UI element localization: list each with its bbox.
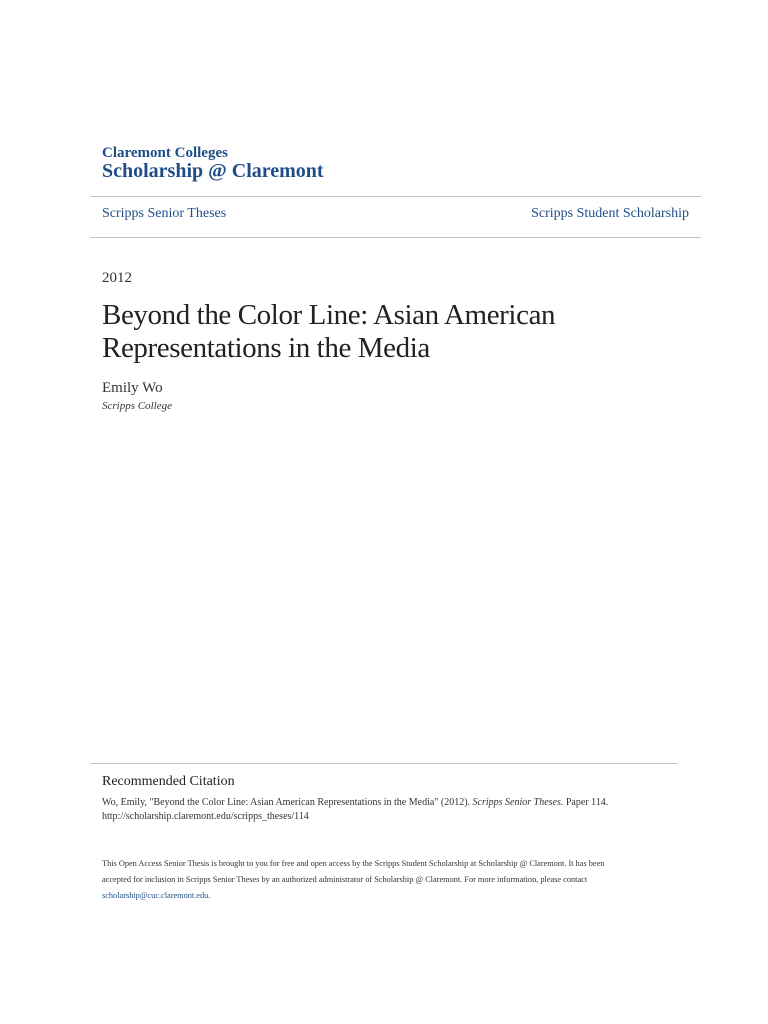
citation-series: Scripps Senior Theses.: [472, 797, 564, 808]
org-subtitle: Claremont Colleges: [102, 145, 228, 161]
series-link-scripps-student-scholarship[interactable]: Scripps Student Scholarship: [531, 206, 689, 221]
paper-title: [102, 299, 662, 365]
publication-year: 2012: [102, 270, 132, 286]
access-notice: [102, 856, 692, 904]
author-affiliation: Scripps College: [102, 400, 172, 412]
notice-trailing-period: .: [208, 891, 211, 900]
notice-line-1: This Open Access Senior Thesis is brought to you for free and open access by the Scripps Student Scholarship at Scholarship @ Claremont. It has been: [102, 859, 605, 868]
citation-divider: [90, 763, 678, 764]
citation-text-part-1: Wo, Emily, "Beyond the Color Line: Asian American Representations in the Media" (2012).: [102, 797, 473, 808]
top-divider: [90, 196, 701, 197]
citation-url: http://scholarship.claremont.edu/scripps_theses/114: [102, 811, 309, 822]
paper-title-line-2: Representations in the Media: [102, 332, 430, 364]
series-link-scripps-senior-theses[interactable]: Scripps Senior Theses: [102, 206, 227, 221]
citation-text-part-2: Paper 114.: [563, 797, 609, 808]
repository-title-link[interactable]: Scholarship @ Claremont: [102, 160, 324, 182]
nav-divider: [90, 237, 701, 238]
notice-line-3: [102, 888, 692, 904]
paper-title-line-1: Beyond the Color Line: Asian American: [102, 299, 556, 331]
citation-block: [102, 796, 692, 824]
author-name: Emily Wo: [102, 380, 163, 396]
notice-line-2: accepted for inclusion in Scripps Senior Theses by an authorized administrator of Scholarship @ Claremont. For more information, please contact: [102, 875, 588, 884]
recommended-citation-heading: Recommended Citation: [102, 774, 235, 789]
contact-email-link[interactable]: scholarship@cuc.claremont.edu: [102, 891, 209, 900]
citation-line: [102, 796, 692, 810]
